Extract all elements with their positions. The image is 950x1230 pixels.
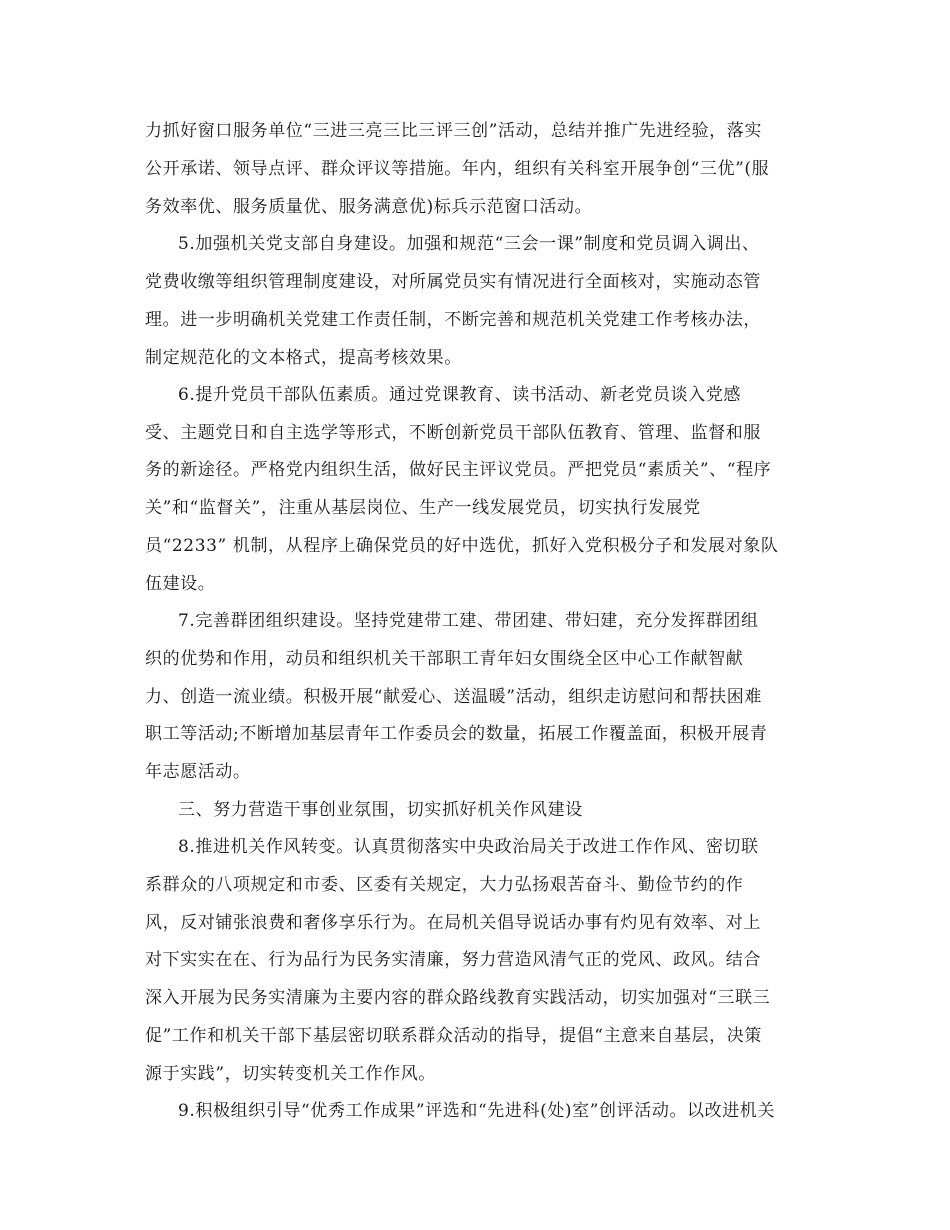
text-line: 促”工作和机关干部下基层密切联系群众活动的指导，提倡“主意来自基层，决策 [145,1026,762,1046]
text-line: 关”和“监督关”，注重从基层岗位、生产一线发展党员，切实执行发展党 [145,498,701,518]
paragraph-9-heading: 9.积极组织引导“优秀工作成果”评选和“先进科(处)室”创评活动。以改进机关 [178,1101,776,1121]
paragraph-8-heading: 8.推进机关作风转变。认真贯彻落实中央政治局关于改进工作作风、密切联 [178,837,759,857]
paragraph-5-heading: 5.加强机关党支部自身建设。加强和规范“三会一课”制度和党员调入调出、 [178,234,760,254]
text-line: 深入开展为民务实清廉为主要内容的群众路线教育实践活动，切实加强对“三联三 [145,988,771,1008]
text-line: 受、主题党日和自主选学等形式，不断创新党员干部队伍教育、管理、监督和服 [145,423,761,443]
text-line: 理。进一步明确机关党建工作责任制，不断完善和规范机关党建工作考核办法， [145,310,761,330]
text-line: 风，反对铺张浪费和奢侈享乐行为。在局机关倡导说话办事有灼见有效率、对上 [145,913,761,933]
text-line: 力、创造一流业绩。积极开展“献爱心、送温暖”活动，组织走访慰问和帮扶困难 [145,687,762,707]
text-line: 公开承诺、领导点评、群众评议等措施。年内，组织有关科室开展争创“三优”(服 [145,159,770,179]
text-line: 对下实实在在、行为品行为民务实清廉，努力营造风清气正的党风、政风。结合 [145,950,761,970]
text-line: 织的优势和作用，动员和组织机关干部职工青年妇女围绕全区中心工作献智献 [145,649,744,669]
text-line: 年志愿活动。 [145,762,251,782]
text-line: 伍建设。 [145,574,216,594]
text-line: 制定规范化的文本格式，提高考核效果。 [145,348,462,368]
text-line: 力抓好窗口服务单位“三进三亮三比三评三创”活动，总结并推广先进经验，落实 [145,121,762,141]
text-line: 系群众的八项规定和市委、区委有关规定，大力弘扬艰苦奋斗、勤俭节约的作 [145,875,744,895]
text-line: 党费收缴等组织管理制度建设，对所属党员实有情况进行全面核对，实施动态管 [145,272,761,292]
text-line: 务效率优、服务质量优、服务满意优)标兵示范窗口活动。 [145,197,593,217]
text-line: 源于实践”，切实转变机关工作作风。 [145,1064,436,1084]
section-three-heading: 三、努力营造干事创业氛围，切实抓好机关作风建设 [178,800,583,820]
paragraph-7-heading: 7.完善群团组织建设。坚持党建带工建、带团建、带妇建，充分发挥群团组 [178,611,759,631]
text-line: 务的新途径。严格党内组织生活，做好民主评议党员。严把党员“素质关”、“程序 [145,460,772,480]
text-line: 职工等活动;不断增加基层青年工作委员会的数量，拓展工作覆盖面，积极开展青 [145,724,768,744]
text-line: 员“2233” 机制，从程序上确保党员的好中选优，抓好入党积极分子和发展对象队 [145,536,779,556]
paragraph-6-heading: 6.提升党员干部队伍素质。通过党课教育、读书活动、新老党员谈入党感 [178,385,742,405]
